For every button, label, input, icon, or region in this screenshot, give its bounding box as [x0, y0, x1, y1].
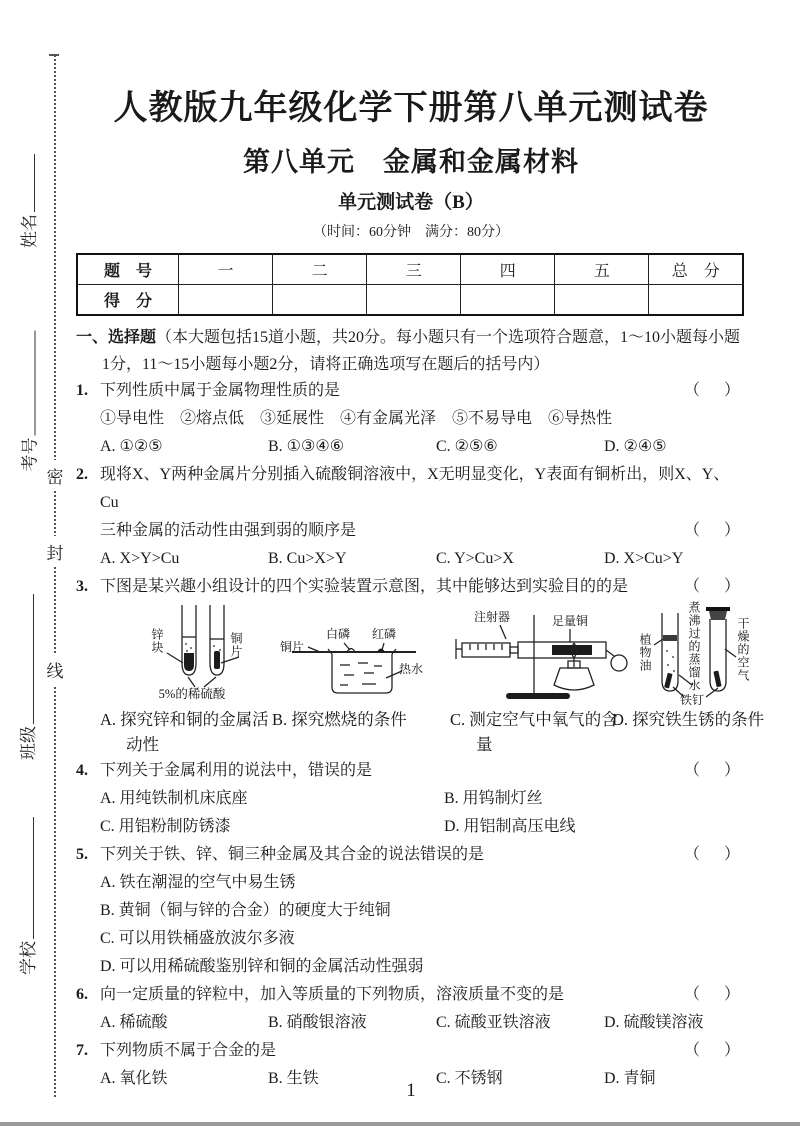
apparatus-a-metal-activity: [122, 601, 262, 705]
option-d: D. 可以用稀硫酸鉴别锌和铜的金属活动性强弱: [100, 958, 424, 975]
class-field-label: 班级: [19, 726, 38, 760]
score-header-cell: 二: [273, 254, 367, 285]
answer-bracket: （ ）: [683, 578, 744, 595]
exam-number-field: [20, 331, 42, 472]
option-a: A. 稀硫酸: [100, 1014, 168, 1031]
answer-bracket: （ ）: [683, 986, 744, 1003]
question-number: 2.: [76, 466, 88, 483]
caption-a: A. 探究锌和铜的金属活动性: [100, 710, 269, 754]
caption-c: C. 测定空气中氧气的含量: [450, 710, 618, 754]
section-desc2: 1分，11～15小题每小题2分，请将正确选项写在题后的括号内）: [102, 356, 550, 373]
question-sub-items: ①导电性 ②熔点低 ③延展性 ④有金属光泽 ⑤不易导电 ⑥导热性: [100, 410, 613, 427]
name-blank: [20, 154, 35, 212]
exam-number-field-label: 考号: [20, 437, 40, 472]
options-row: [76, 1009, 746, 1037]
question-6: [76, 981, 746, 1037]
option-c: C. 不锈钢: [436, 1070, 503, 1087]
answer-bracket: （ ）: [683, 1042, 744, 1059]
option-b: B. Cu>X>Y: [268, 550, 347, 567]
score-table-score-row: [77, 285, 743, 316]
option-b: B. 生铁: [268, 1070, 319, 1087]
seal-char-feng: 封: [46, 536, 64, 567]
score-header-cell: 五: [555, 254, 649, 285]
option-d: D. ②④⑤: [604, 438, 667, 455]
caption-b: B. 探究燃烧的条件: [272, 710, 407, 729]
option-d: D. X>Cu>Y: [604, 550, 684, 567]
options-row: [76, 545, 746, 573]
exam-number-blank: [21, 331, 36, 436]
question-stem-line1: 现将X、Y两种金属片分别插入硫酸铜溶液中，X无明显变化，Y表面有铜析出，则X、Y、Cu: [100, 466, 730, 511]
question-number: 7.: [76, 1042, 88, 1059]
option-a: A. 氧化铁: [100, 1070, 168, 1087]
unit-title: 第八单元 金属和金属材料: [243, 147, 579, 177]
syringe-label: 注射器: [474, 610, 511, 624]
section-line1: [76, 324, 746, 351]
options-row: [76, 433, 746, 461]
answer-bracket: （ ）: [683, 522, 744, 539]
name-field: [19, 154, 41, 248]
school-field: [18, 817, 40, 975]
name-field-label: 姓名: [20, 214, 39, 248]
seal-char-xian: 线: [46, 654, 64, 685]
answer-bracket: （ ）: [683, 846, 744, 863]
option-a: A. 用纯铁制机床底座: [100, 790, 248, 807]
apparatus-d-rusting-conditions: [632, 601, 752, 705]
score-empty-cell: [367, 285, 461, 316]
question-number: 3.: [76, 578, 88, 595]
class-blank: [19, 594, 34, 724]
option-c: C. 硫酸亚铁溶液: [436, 1014, 551, 1031]
paper-title: 人教版九年级化学下册第八单元测试卷: [113, 90, 709, 127]
question-number: 5.: [76, 846, 88, 863]
iron-nail-label: 铁钉: [680, 693, 705, 707]
option-d: D. 用铝制高压电线: [444, 818, 576, 835]
option-b: B. 用钨制灯丝: [444, 790, 543, 807]
question-stem: 下列关于金属利用的说法中，错误的是: [100, 762, 373, 779]
option-c: C. 用铝粉制防锈漆: [100, 818, 231, 835]
score-empty-cell: [555, 285, 649, 316]
copper-sheet-label: 铜片: [280, 640, 305, 654]
boiled-water-label: 煮沸过的蒸馏水: [687, 601, 701, 692]
question-4: [76, 757, 746, 841]
copper-amount-label: 足量铜: [552, 614, 589, 628]
question-stem: 下图是某兴趣小组设计的四个实验装置示意图，其中能够达到实验目的的是: [100, 578, 629, 595]
option-a: A. 铁在潮湿的空气中易生锈: [100, 874, 296, 891]
copper-label: 铜片: [229, 632, 243, 658]
options-row: [76, 785, 746, 813]
option-c: C. 可以用铁桶盛放波尔多液: [100, 930, 295, 947]
option-b: B. 黄铜（铜与锌的合金）的硬度大于纯铜: [100, 902, 391, 919]
question-list: [76, 377, 765, 1093]
hot-water-label: 热水: [399, 662, 424, 676]
score-label-cell: 得 分: [77, 285, 179, 316]
score-header-cell: 题 号: [77, 254, 179, 285]
question-3: [76, 573, 765, 757]
school-blank: [19, 817, 34, 939]
scan-bottom-edge: [0, 1122, 800, 1126]
score-header-cell: 总 分: [649, 254, 743, 285]
option-a: A. ①②⑤: [100, 438, 163, 455]
options-row: [76, 813, 746, 841]
question-number: 4.: [76, 762, 88, 779]
white-phosphorus-label: 白磷: [326, 627, 351, 641]
seal-dotted-line: [54, 55, 56, 1097]
question-stem-line2: 三种金属的活动性由强到弱的顺序是: [100, 522, 357, 539]
option-d: D. 硫酸镁溶液: [604, 1014, 704, 1031]
option-b: B. 硝酸银溶液: [268, 1014, 367, 1031]
option-a: A. X>Y>Cu: [100, 550, 180, 567]
vegetable-oil-label: 植物油: [638, 633, 652, 672]
section-title: 一、选择题: [76, 329, 157, 346]
score-table: [76, 253, 744, 316]
caption-d: D. 探究铁生锈的条件: [612, 710, 765, 729]
score-empty-cell: [273, 285, 367, 316]
question-stem: 向一定质量的锌粒中，加入等质量的下列物质，溶液质量不变的是: [100, 986, 565, 1003]
class-field: [18, 594, 40, 760]
score-empty-cell: [649, 285, 743, 316]
score-table-header-row: [77, 254, 743, 285]
option-c: C. Y>Cu>X: [436, 550, 514, 567]
question-number: 1.: [76, 382, 88, 399]
red-phosphorus-label: 红磷: [372, 627, 397, 641]
score-header-cell: 三: [367, 254, 461, 285]
seal-char-mi: 密: [46, 460, 64, 491]
score-header-cell: 四: [461, 254, 555, 285]
question-2: [76, 461, 746, 573]
experiment-diagrams: [76, 601, 765, 757]
question-stem: 下列性质中属于金属物理性质的是: [100, 382, 341, 399]
question-5: [76, 841, 746, 981]
acid-label: 5%的稀硫酸: [158, 687, 226, 701]
option-b: B. ①③④⑥: [268, 438, 345, 455]
score-empty-cell: [179, 285, 273, 316]
section-desc1: （本大题包括15道小题，共20分。每小题只有一个选项符合题意，1～10小题每小题: [156, 329, 741, 346]
question-1: [76, 377, 746, 461]
question-stem: 下列物质不属于合金的是: [100, 1042, 277, 1059]
option-c: C. ②⑤⑥: [436, 438, 498, 455]
score-empty-cell: [461, 285, 555, 316]
paper-label: 单元测试卷（B）: [338, 192, 484, 213]
option-d: D. 青铜: [604, 1070, 656, 1087]
zinc-label: 锌块: [150, 628, 164, 654]
dry-air-label: 干燥的空气: [736, 617, 750, 682]
answer-bracket: （ ）: [683, 382, 744, 399]
score-header-cell: 一: [179, 254, 273, 285]
apparatus-b-burning-conditions: [274, 601, 424, 705]
time-score-meta: （时间：60分钟 满分：80分）: [313, 225, 509, 240]
section-header: [76, 324, 746, 378]
page-number: 1: [406, 1080, 416, 1101]
question-stem: 下列关于铁、锌、铜三种金属及其合金的说法错误的是: [100, 846, 485, 863]
school-field-label: 学校: [19, 941, 38, 975]
question-number: 6.: [76, 986, 88, 1003]
answer-bracket: （ ）: [683, 762, 744, 779]
apparatus-c-oxygen-measurement: [448, 601, 648, 705]
